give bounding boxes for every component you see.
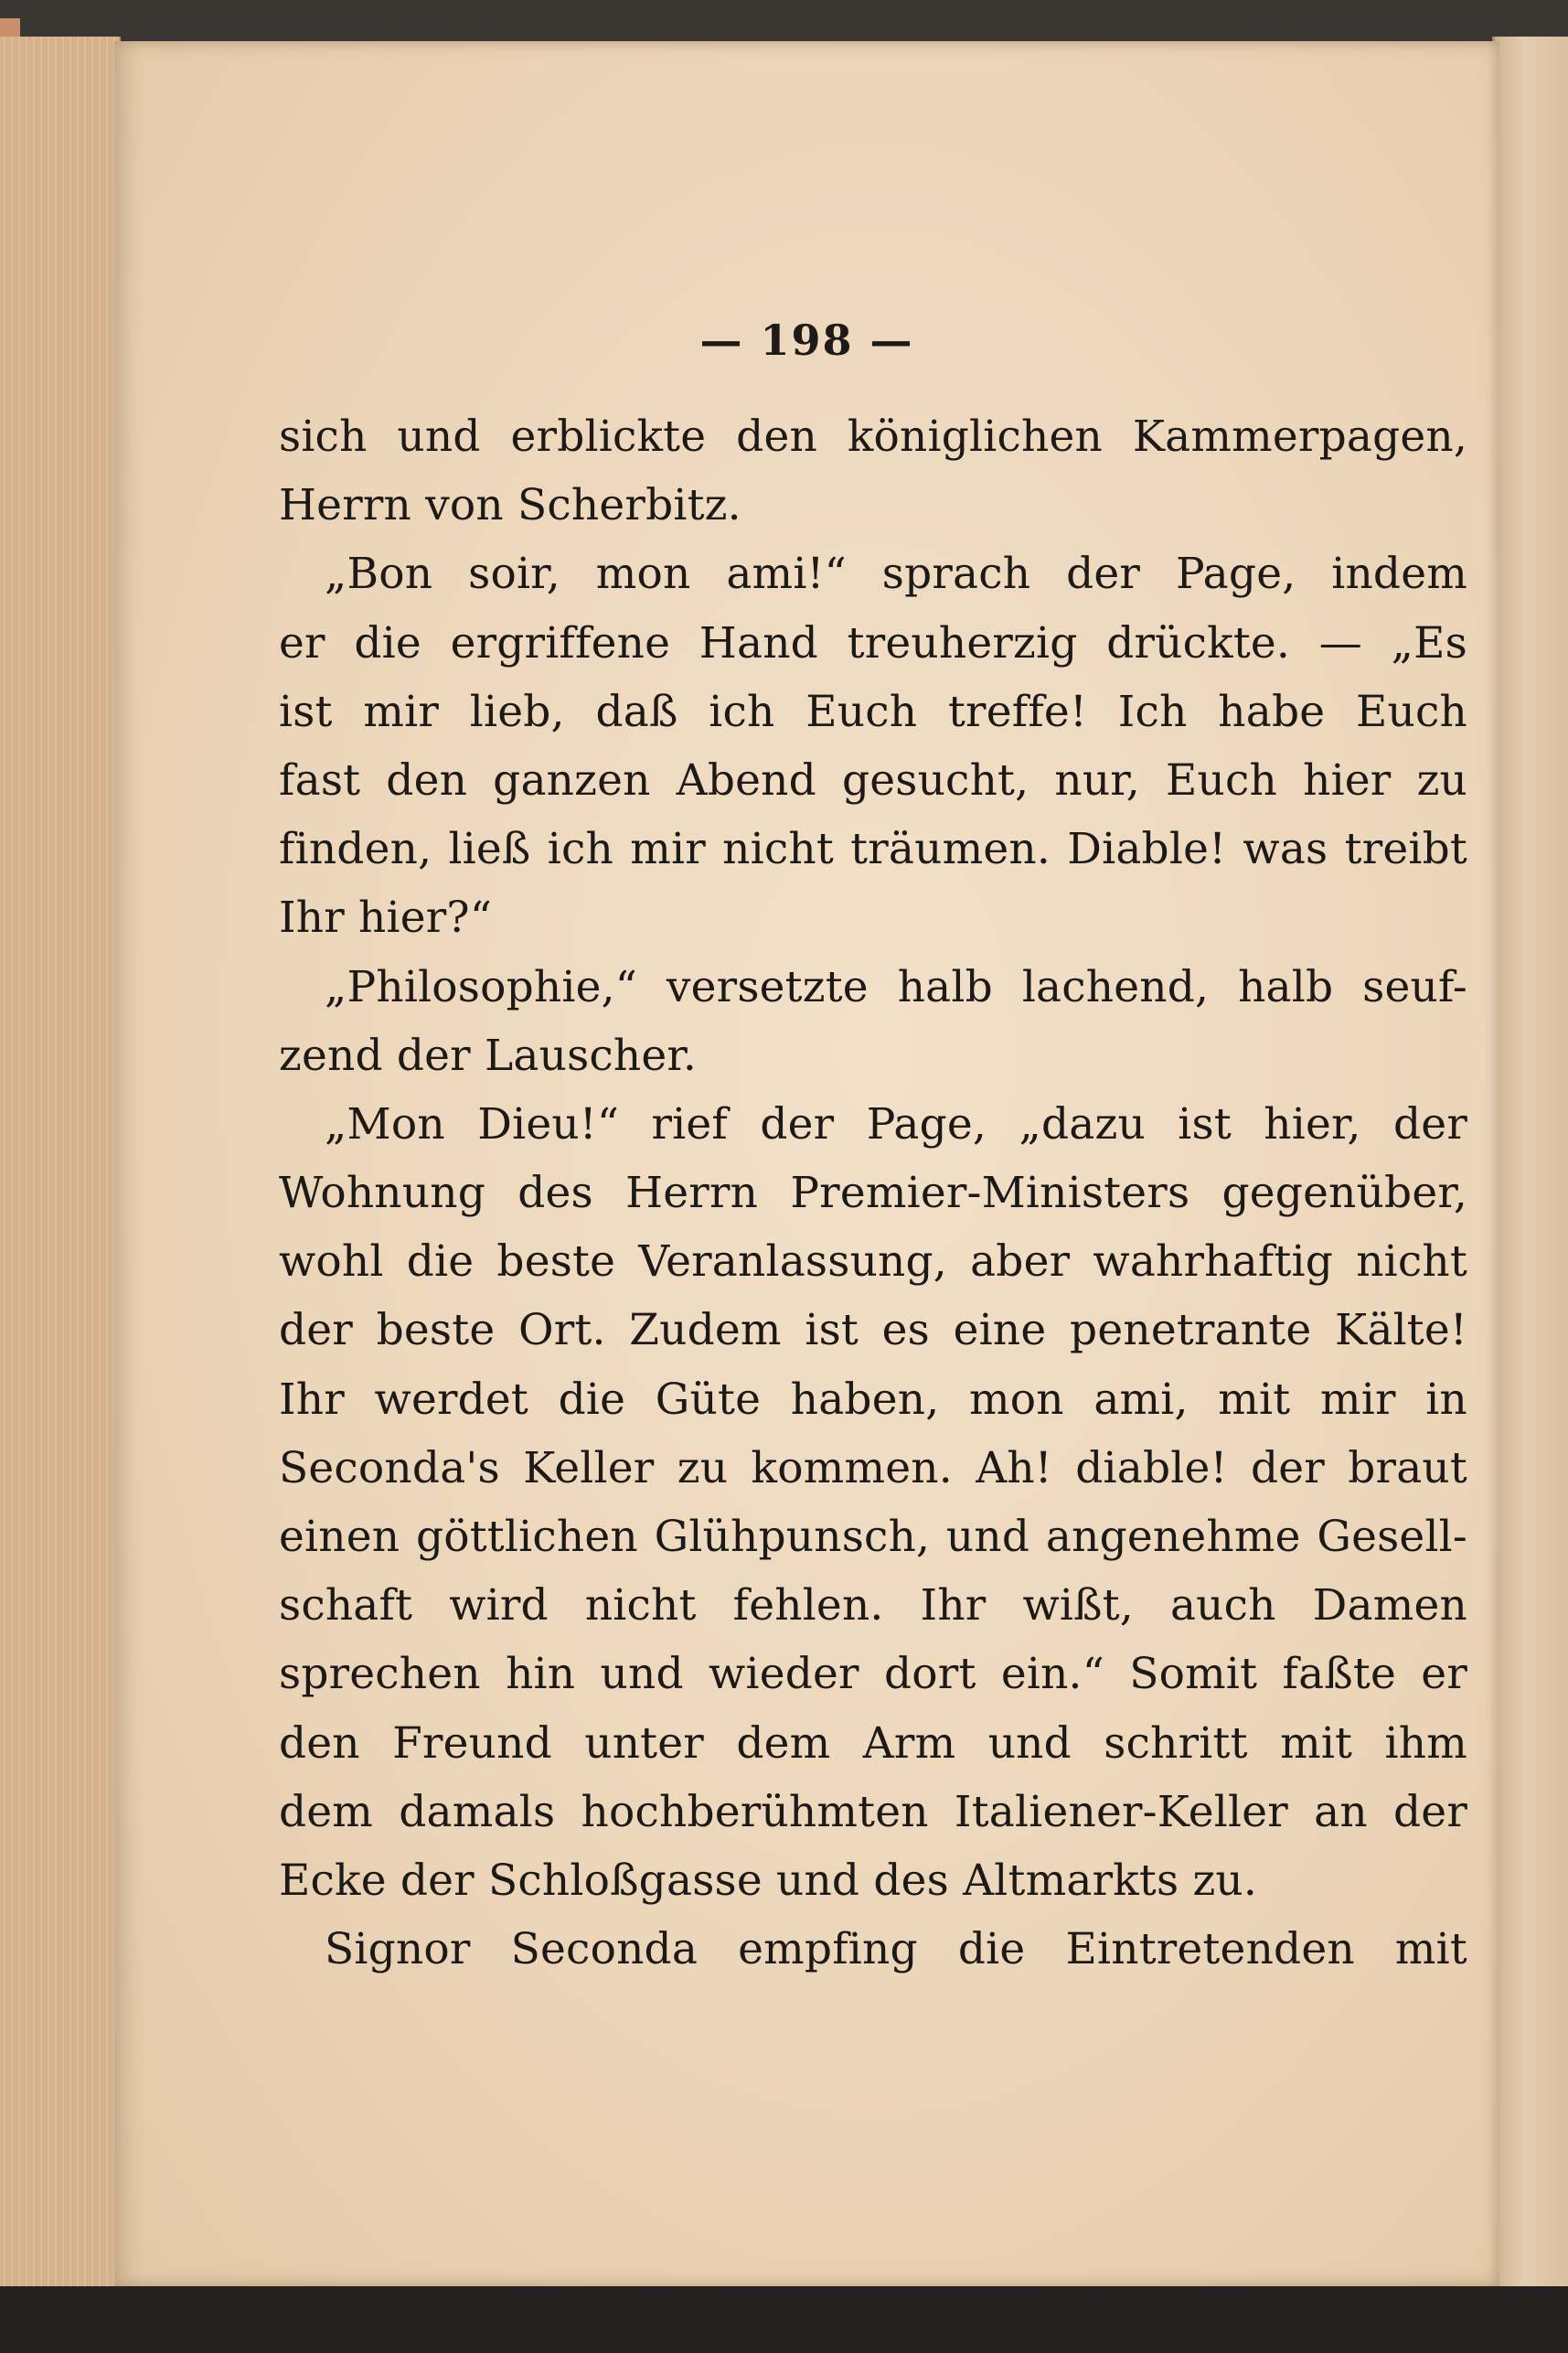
text-line: ist mir lieb, daß ich Euch treffe! Ich habe Euch [279, 686, 1467, 737]
text-line: er die ergriffene Hand treuherzig drückte. — „Es [279, 617, 1467, 668]
text-line: der beste Ort. Zudem ist es eine penetrante Kälte! [279, 1305, 1467, 1356]
text-line: Wohnung des Herrn Premier-Ministers gegenüber, [279, 1168, 1467, 1219]
text-line: Ihr werdet die Güte haben, mon ami, mit mir in [279, 1374, 1467, 1425]
text-line: finden, ließ ich mir nicht träumen. Diable! was treibt [279, 824, 1467, 875]
right-page-edge [1492, 37, 1568, 2295]
text-line: „Philosophie,“ versetzte halb lachend, halb seuf- [325, 961, 1467, 1012]
text-line: einen göttlichen Glühpunsch, und angenehme Gesell- [279, 1512, 1467, 1562]
book-page [114, 41, 1499, 2286]
body-text [279, 402, 1467, 1984]
text-line: Ecke der Schloßgasse und des Altmarkts zu. [279, 1855, 1258, 1906]
text-line: fast den ganzen Abend gesucht, nur, Euch hier zu [279, 754, 1467, 806]
page-number: — 198 — [699, 316, 914, 365]
text-line: Seconda's Keller zu kommen. Ah! diable! der braut [279, 1442, 1467, 1493]
left-page-stack [0, 37, 121, 2286]
text-line: „Bon soir, mon ami!“ sprach der Page, indem [325, 549, 1467, 600]
text-line: Ihr hier?“ [279, 893, 493, 944]
text-line: sprechen hin und wieder dort ein.“ Somit faßte er [279, 1649, 1467, 1700]
text-line: Signor Seconda empfing die Eintretenden mit [325, 1924, 1467, 1975]
text-line: schaft wird nicht fehlen. Ihr wißt, auch Damen [279, 1580, 1467, 1631]
text-line: dem damals hochberühmten Italiener-Keller an der [279, 1786, 1467, 1837]
text-line: Herrn von Scherbitz. [279, 480, 741, 531]
text-line: „Mon Dieu!“ rief der Page, „dazu ist hier, der [325, 1098, 1467, 1150]
scan-bottom-band [0, 2286, 1568, 2353]
text-line: wohl die beste Veranlassung, aber wahrhaftig nicht [279, 1236, 1467, 1288]
text-line: den Freund unter dem Arm und schritt mit ihm [279, 1717, 1467, 1769]
text-line: zend der Lauscher. [279, 1030, 698, 1081]
text-line: sich und erblickte den königlichen Kammerpagen, [279, 412, 1467, 462]
